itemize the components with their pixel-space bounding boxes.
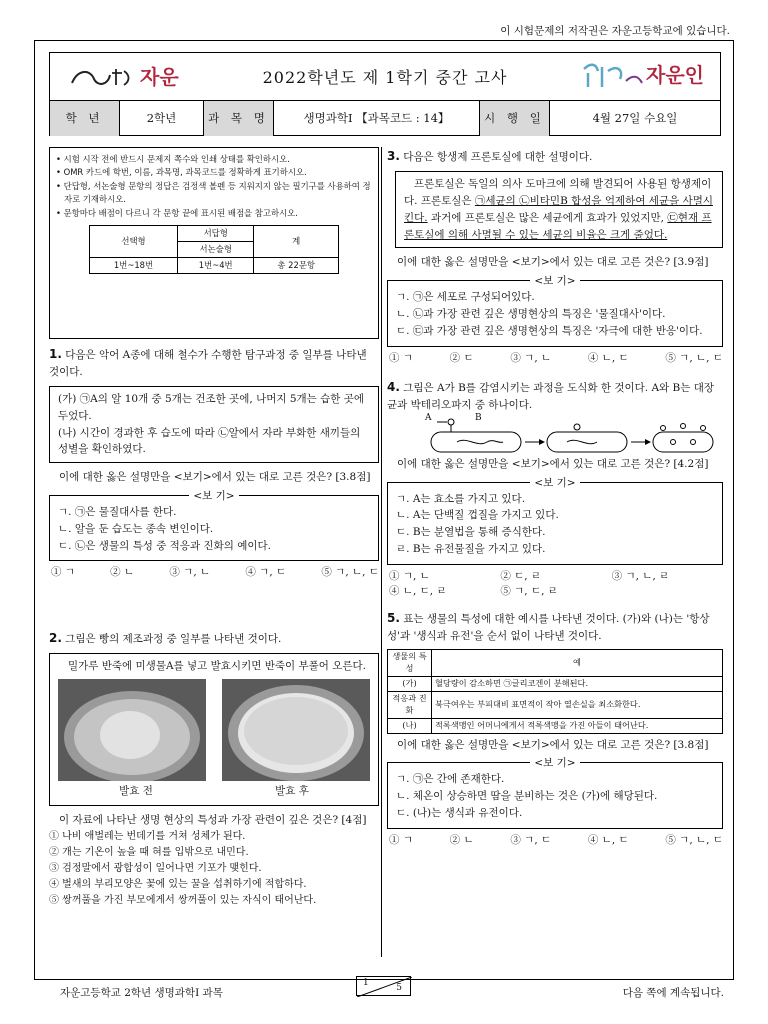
bogi-item: ㄷ. (나)는 생식과 유전이다. — [396, 806, 523, 819]
column-divider — [381, 147, 382, 957]
answer-choices — [51, 565, 379, 580]
grade-value: 2학년 — [120, 101, 204, 136]
instruction-item: • 문항마다 배점이 다르니 각 문항 끝에 표시된 배점을 참고하시오. — [56, 207, 298, 218]
bogi-box — [387, 757, 723, 828]
bogi-item: ㄴ. A는 단백질 껍질을 가지고 있다. — [396, 509, 559, 522]
question-3 — [387, 147, 723, 366]
underlined-text: ㉠세균의 ㉡비타민B 합성을 억제하여 세균을 사멸시킨다. — [404, 194, 713, 224]
bogi-item: ㄱ. ㉠은 물질대사를 한다. — [58, 505, 177, 518]
bogi-item: ㄷ. B는 분열법을 통해 증식한다. — [396, 526, 546, 539]
option[interactable]: ⑤ 쌍꺼풀을 가진 부모에게서 쌍꺼풀이 있는 자식이 태어난다. — [49, 895, 317, 907]
table-cell: 서논술형 — [178, 242, 254, 258]
table-cell: 1번~4번 — [178, 258, 254, 274]
question-ask: 이 자료에 나타난 생명 현상의 특성과 가장 관련이 깊은 것은? [4점] — [59, 814, 367, 827]
subject-label: 과 목 명 — [204, 101, 274, 136]
option[interactable]: ② 개는 기온이 높을 때 혀를 입밖으로 내민다. — [49, 847, 249, 859]
bogi-item: ㄷ. ㉡은 생물의 특성 중 적응과 진화의 예이다. — [58, 539, 271, 552]
answer-choices — [389, 351, 723, 366]
instruction-item: • 시험 시작 전에 반드시 문제지 쪽수와 인쇄 상태를 확인하시오. — [56, 154, 290, 164]
label-a: A — [425, 412, 432, 423]
characteristics-table — [387, 649, 723, 733]
left-column — [49, 147, 379, 909]
question-5 — [387, 609, 723, 848]
question-number: 1. — [49, 347, 62, 361]
choice[interactable]: ⑤ ㄱ, ㄴ, ㄷ — [321, 566, 379, 579]
bogi-item: ㄱ. ㉠은 세포로 구성되어있다. — [396, 291, 535, 304]
table-cell: 선택형 — [90, 226, 178, 258]
question-number: 3. — [387, 149, 400, 163]
dough-after-photo — [222, 679, 370, 781]
table-cell: 서답형 — [178, 226, 254, 242]
bogi-title: <보 기> — [530, 477, 579, 489]
bogi-item: ㄱ. ㉠은 간에 존재한다. — [396, 773, 505, 786]
choice[interactable]: ⑤ ㄱ, ㄷ, ㄹ — [500, 584, 558, 597]
choice[interactable]: ① ㄱ, ㄴ — [389, 569, 430, 582]
bogi-item: ㄴ. 체온이 상승하면 땀을 분비하는 것은 (가)에 해당된다. — [396, 790, 658, 803]
choice[interactable]: ③ ㄱ, ㄴ — [510, 351, 552, 364]
question-number: 2. — [49, 630, 62, 645]
choice[interactable]: ④ ㄱ, ㄷ — [245, 566, 287, 579]
question-number: 5. — [387, 611, 400, 626]
bogi-item: ㄴ. ㉡과 가장 관련 깊은 생명현상의 특징은 '물질대사'이다. — [396, 307, 666, 320]
exam-title: 2022학년도 제 1학기 중간 고사 — [262, 68, 508, 87]
page-number-box — [356, 976, 411, 996]
bogi-box — [387, 275, 723, 346]
instruction-item: • 단답형, 서논술형 문항의 정답은 검정색 볼펜 등 지워지지 않는 필기구를 사용하여 정자로 기재하시오. — [56, 180, 371, 205]
date-value: 4월 27일 수요일 — [592, 111, 678, 126]
infection-diagram — [427, 414, 723, 456]
exam-info-row — [50, 101, 720, 136]
choice[interactable]: ② ㄴ — [449, 833, 474, 846]
question-stem: 그림은 빵의 제조과정 중 일부를 나타낸 것이다. — [65, 632, 282, 645]
question-1 — [49, 345, 379, 581]
bogi-item: ㄱ. A는 효소를 가지고 있다. — [396, 492, 526, 505]
caption-after: 발효 후 — [275, 784, 309, 797]
footer-continue: 다음 쪽에 계속됩니다. — [622, 987, 724, 999]
table-cell: 총 22문항 — [254, 258, 339, 274]
procedure-na: (나) 시간이 경과한 후 습도에 따라 ㉡알에서 자라 부화한 새끼들의 성별을 확인하였다. — [58, 426, 361, 456]
question-ask: 이에 대한 옳은 설명만을 <보기>에서 있는 대로 고른 것은? [3.9점] — [397, 256, 709, 269]
table-cell: (나) — [388, 718, 432, 733]
caption-before: 발효 전 — [119, 784, 153, 797]
question-stem: 다음은 항생제 프론토실에 대한 설명이다. — [403, 151, 593, 163]
question-ask: 이에 대한 옳은 설명만을 <보기>에서 있는 대로 고른 것은? [3.8점] — [59, 471, 371, 484]
page-current: 1 — [363, 978, 369, 988]
bogi-title: <보 기> — [530, 275, 579, 287]
choice[interactable]: ③ ㄱ, ㄴ — [169, 566, 211, 579]
right-column — [387, 147, 723, 848]
choice[interactable]: ③ ㄱ, ㄴ, ㄹ — [611, 569, 670, 582]
answer-choices — [389, 833, 723, 848]
answer-options — [49, 829, 379, 909]
answer-choices — [389, 569, 723, 599]
question-stem: 표는 생물의 특성에 대한 예시를 나타낸 것이다. (가)와 (나)는 '항상성'과 '생식과 유전'을 순서 없이 나타낸 것이다. — [387, 613, 710, 643]
bogi-item: ㄹ. B는 유전물질을 가지고 있다. — [396, 542, 546, 555]
bogi-item: ㄷ. ㉢과 가장 관련 깊은 생명현상의 특징은 '자극에 대한 반응'이다. — [396, 324, 703, 337]
passage-box: 프론토실은 독일의 의사 도마크에 의해 발견되어 사용된 항생제이다. 프론토실은 ㉠세균의 ㉡비타민B 합성을 억제하여 세균을 사멸시킨다. 과거에 프론토실은 많은 세균에게 효과가 있었지만, ㉢현재 프론토실에 의해 사멸될 수 있는 세균의 비율은 크게 줄었다. — [395, 171, 723, 248]
table-header: 생물의 특성 — [388, 650, 432, 677]
table-cell: 적응과 진화 — [388, 691, 432, 718]
question-stem: 다음은 악어 A종에 대해 철수가 수행한 탐구과정 중 일부를 나타낸 것이다. — [49, 349, 367, 379]
table-cell: 북극여우는 부피대비 표면적이 작아 열손실을 최소화한다. — [432, 691, 723, 718]
procedure-ga: (가) ㉠A의 알 10개 중 5개는 건조한 곳에, 나머지 5개는 습한 곳에 두었다. — [58, 392, 365, 422]
choice[interactable]: ② ㄴ — [110, 566, 135, 579]
school-logo-right: 자운인 — [580, 59, 710, 95]
date-label: 시 행 일 — [480, 101, 550, 136]
figure-caption: 밀가루 반죽에 미생물A를 넣고 발효시키면 반죽이 부풀어 오른다. — [68, 659, 367, 672]
choice[interactable]: ① ㄱ — [51, 566, 75, 579]
label-b: B — [475, 412, 482, 423]
choice[interactable]: ② ㄷ, ㄹ — [500, 569, 542, 582]
option[interactable]: ① 나비 애벌레는 번데기를 거쳐 성체가 된다. — [49, 831, 246, 843]
copyright-notice: 이 시험문제의 저작권은 자운고등학교에 있습니다. — [500, 25, 730, 37]
underlined-text: ㉢현재 프론토실에 의해 사멸될 수 있는 세균의 비율은 크게 줄었다. — [404, 211, 712, 241]
experiment-box — [49, 386, 379, 463]
choice[interactable]: ③ ㄱ, ㄷ — [510, 833, 552, 846]
bogi-item: ㄴ. 알을 둔 습도는 종속 변인이다. — [58, 522, 214, 535]
subject-value: 생명과학Ⅰ 【과목코드 : 14】 — [274, 101, 480, 136]
dough-before-photo — [58, 679, 206, 781]
choice[interactable]: ④ ㄴ, ㄷ — [587, 351, 629, 364]
footer-school-subject: 자운고등학교 2학년 생명과학Ⅰ 과목 — [60, 987, 223, 999]
table-cell: 1번~18번 — [90, 258, 178, 274]
question-ask: 이에 대한 옳은 설명만을 <보기>에서 있는 대로 고른 것은? [3.8점] — [397, 738, 709, 751]
bogi-title: <보 기> — [189, 490, 238, 502]
choice[interactable]: ④ ㄴ, ㄷ — [587, 833, 629, 846]
question-type-table — [89, 225, 339, 274]
choice[interactable]: ⑤ ㄱ, ㄴ, ㄷ — [665, 351, 723, 364]
instruction-item: • OMR 카드에 학번, 이름, 과목명, 과목코드를 정확하게 표기하시오. — [56, 167, 307, 178]
page-total: 5 — [396, 982, 402, 993]
school-logo-left: 자운 — [64, 61, 214, 93]
table-cell: (가) — [388, 676, 432, 691]
table-cell: 혈당량이 감소하면 ㉠글리코겐이 분해된다. — [432, 676, 723, 691]
choice[interactable]: ④ ㄴ, ㄷ, ㄹ — [389, 584, 447, 597]
table-cell: 계 — [254, 226, 339, 258]
question-4 — [387, 378, 723, 599]
bogi-box — [49, 489, 379, 561]
bogi-box — [387, 476, 723, 565]
grade-label: 학 년 — [50, 101, 120, 136]
option[interactable]: ③ 검정말에서 광합성이 일어나면 기포가 맺힌다. — [49, 863, 262, 875]
choice[interactable]: ② ㄷ — [449, 351, 474, 364]
table-header: 예 — [432, 650, 723, 677]
option[interactable]: ④ 벌새의 부리모양은 꽃에 있는 꿀을 섭취하기에 적합하다. — [49, 879, 307, 891]
question-ask: 이에 대한 옳은 설명만을 <보기>에서 있는 대로 고른 것은? [4.2점] — [397, 457, 709, 470]
exam-instructions — [49, 147, 379, 339]
bogi-title: <보 기> — [530, 757, 579, 769]
question-number: 4. — [387, 379, 400, 394]
exam-header — [49, 52, 721, 136]
choice[interactable]: ① ㄱ — [389, 351, 413, 364]
table-cell: 적록색맹인 어머니에게서 적록색맹을 가진 아들이 태어난다. — [432, 718, 723, 733]
bread-figure-box — [49, 653, 379, 807]
choice[interactable]: ⑤ ㄱ, ㄴ, ㄷ — [665, 833, 723, 846]
exam-frame — [34, 40, 734, 980]
question-2 — [49, 629, 379, 910]
choice[interactable]: ① ㄱ — [389, 833, 413, 846]
question-stem: 그림은 A가 B를 감염시키는 과정을 도식화 한 것이다. A와 B는 대장균과 박테리오파지 중 하나이다. — [387, 381, 715, 411]
